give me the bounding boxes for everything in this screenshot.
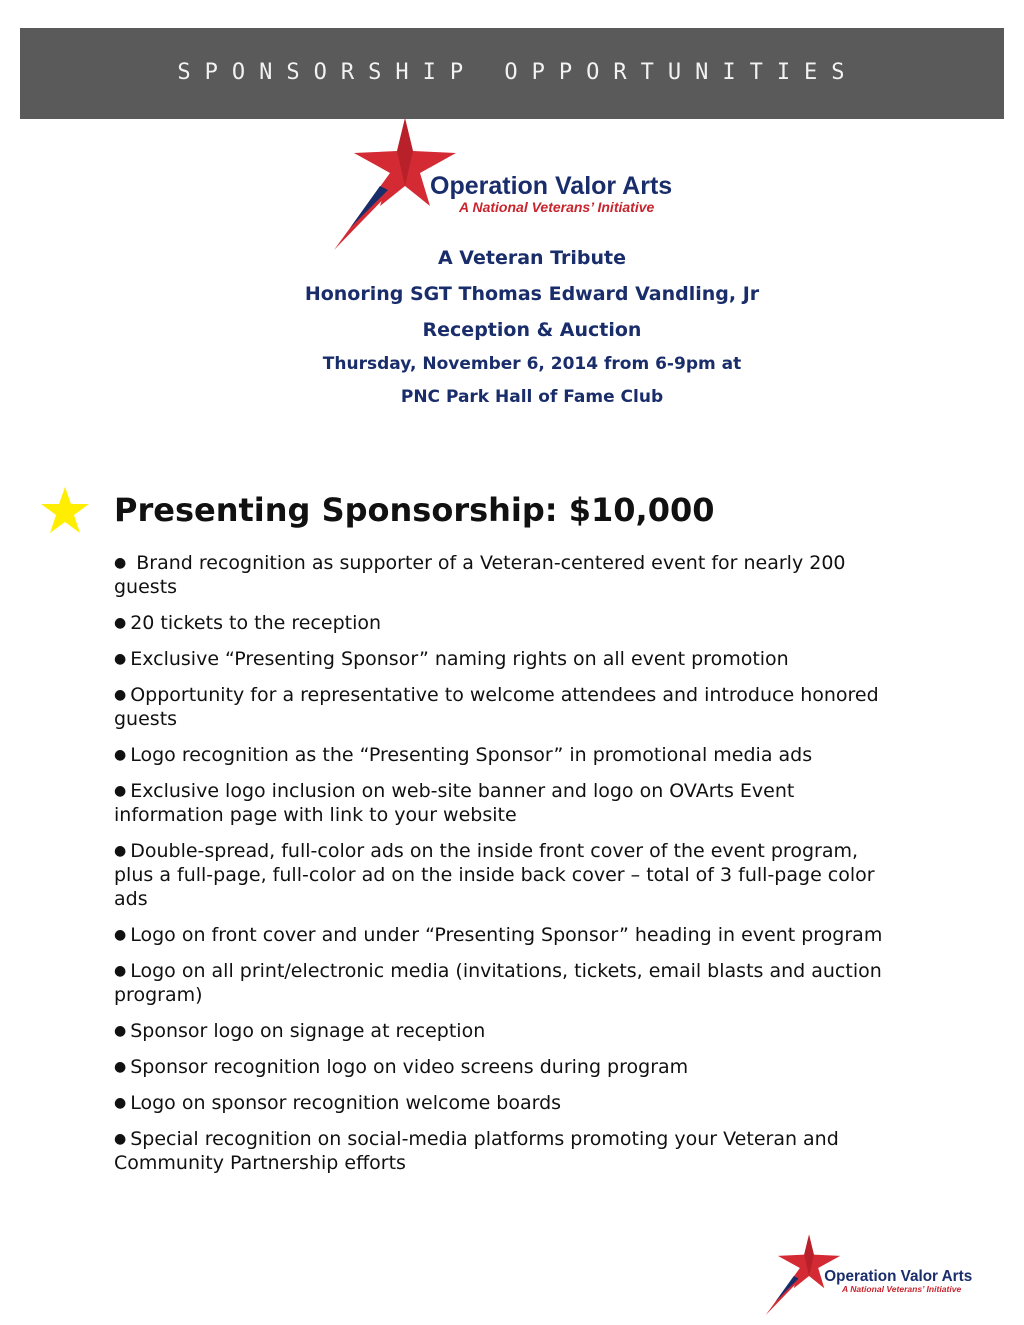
logo-tagline: A National Veterans’ Initiative — [842, 1283, 962, 1294]
bullet-icon: ● — [114, 651, 127, 667]
bullet-icon: ● — [114, 615, 127, 631]
event-info — [230, 244, 834, 410]
benefit-item: ● Logo on sponsor recognition welcome boards — [114, 1092, 562, 1114]
bullet-icon: ● — [114, 555, 127, 571]
bullet-icon: ● — [114, 1059, 127, 1075]
benefit-item: ● Brand recognition as supporter of a Veteran-centered event for nearly 200 guests — [114, 552, 846, 598]
bullet-icon: ● — [114, 747, 127, 763]
footer-logo — [762, 1233, 988, 1319]
logo-tagline: A National Veterans’ Initiative — [459, 199, 655, 215]
benefit-item: ● Special recognition on social-media platforms promoting your Veteran and Community Partnership efforts — [114, 1128, 839, 1174]
bullet-icon: ● — [114, 783, 127, 799]
benefit-item: ● Logo on all print/electronic media (invitations, tickets, email blasts and auction program) — [114, 960, 882, 1006]
bullet-icon: ● — [114, 843, 127, 859]
bullet-icon: ● — [114, 687, 127, 703]
benefit-item: ● Logo recognition as the “Presenting Sponsor” in promotional media ads — [114, 744, 813, 766]
benefit-item: ● Exclusive logo inclusion on web-site banner and logo on OVArts Event information page with link to your website — [114, 780, 795, 826]
sponsorship-heading: Presenting Sponsorship: $10,000 — [114, 491, 715, 529]
bullet-icon: ● — [114, 927, 127, 943]
event-type: Reception & Auction — [422, 319, 642, 341]
logo-name: Operation Valor Arts — [430, 172, 673, 200]
header-banner — [20, 28, 1004, 119]
benefit-item: ● Double-spread, full-color ads on the inside front cover of the event program, plus a full-page, full-color ad on the inside back cover – total of 3 full-page color ads — [114, 840, 875, 910]
bullet-icon: ● — [114, 1023, 127, 1039]
benefits-list — [114, 551, 894, 1187]
event-honoree: Honoring SGT Thomas Edward Vandling, Jr — [304, 283, 760, 305]
benefit-item: ● Sponsor recognition logo on video screens during program — [114, 1056, 689, 1078]
benefit-item: ● Logo on front cover and under “Presenting Sponsor” heading in event program — [114, 924, 883, 946]
event-date: Thursday, November 6, 2014 from 6-9pm at — [322, 354, 742, 374]
operation-valor-arts-logo — [328, 116, 698, 256]
event-title: A Veteran Tribute — [437, 247, 627, 269]
benefit-item: ● Opportunity for a representative to welcome attendees and introduce honored guests — [114, 684, 879, 730]
benefit-item: ● Sponsor logo on signage at reception — [114, 1020, 486, 1042]
bullet-icon: ● — [114, 1131, 127, 1147]
banner-title: SPONSORSHIP OPPORTUNITIES — [177, 60, 859, 85]
event-venue: PNC Park Hall of Fame Club — [400, 387, 664, 407]
bullet-icon: ● — [114, 963, 127, 979]
benefit-item: ● Exclusive “Presenting Sponsor” naming rights on all event promotion — [114, 648, 789, 670]
yellow-star-icon — [40, 486, 90, 534]
logo-name: Operation Valor Arts — [824, 1267, 973, 1285]
benefit-item: ● 20 tickets to the reception — [114, 612, 382, 634]
bullet-icon: ● — [114, 1095, 127, 1111]
